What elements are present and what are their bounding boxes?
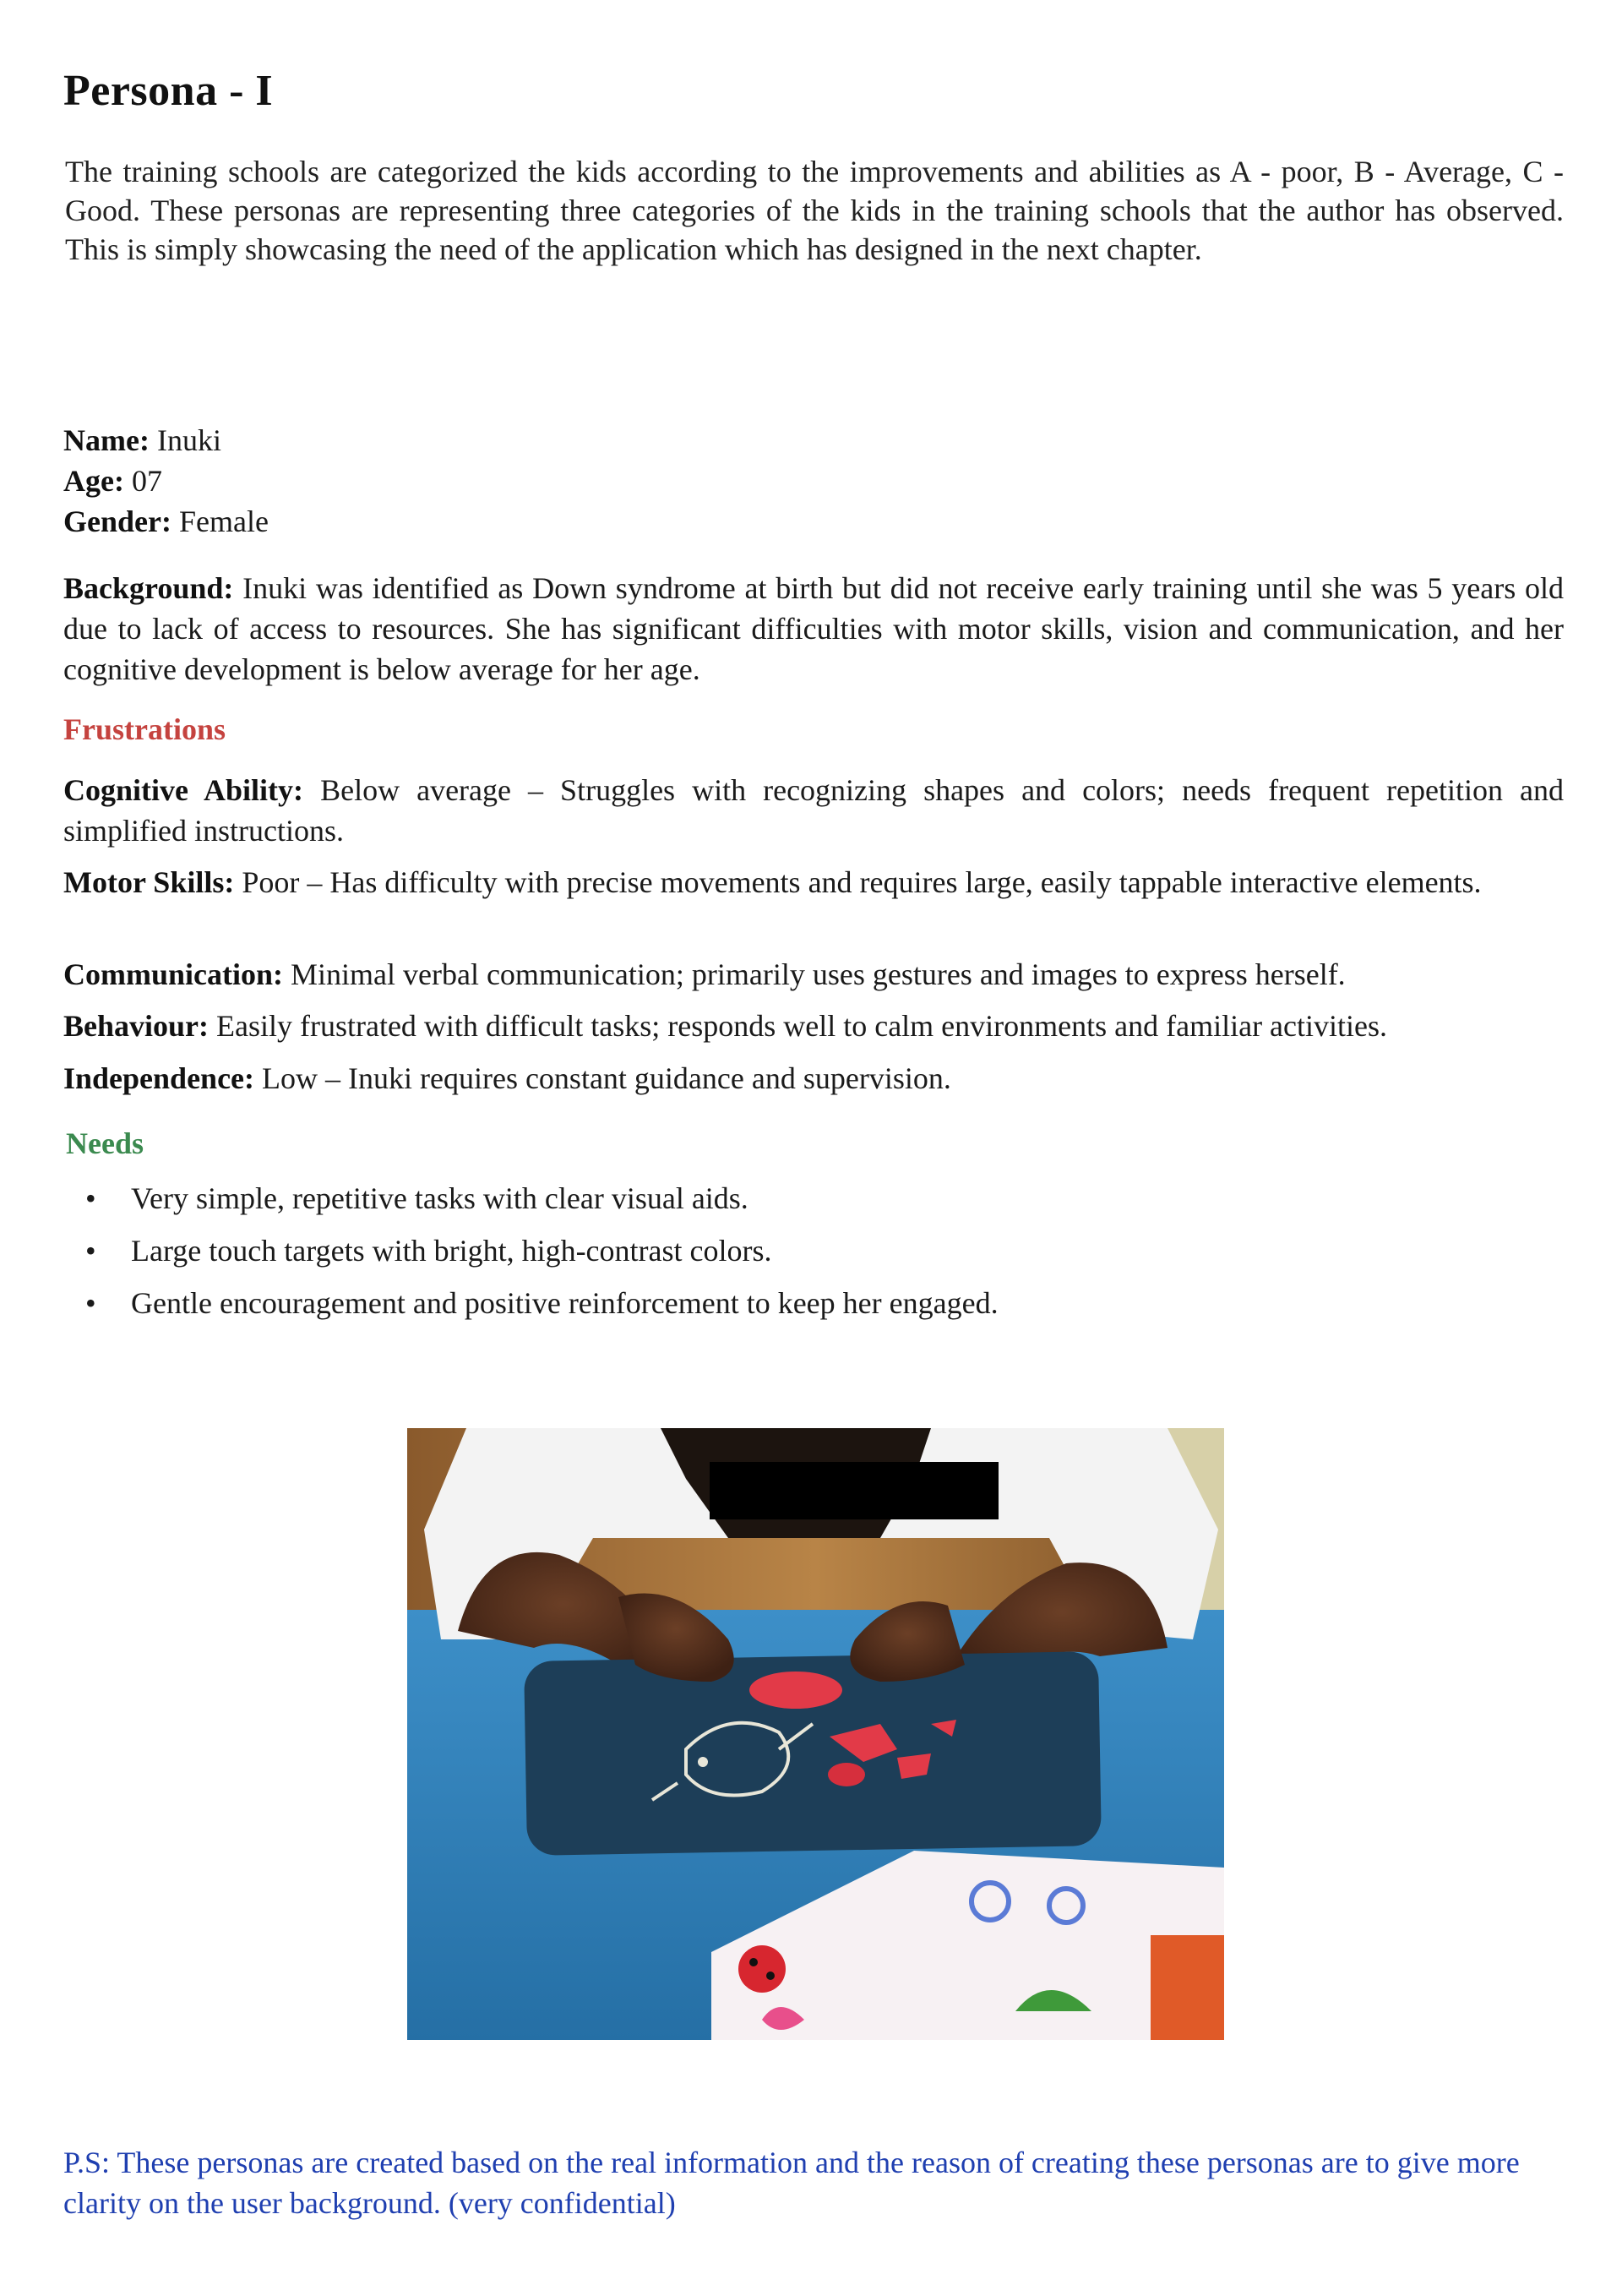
list-item: • Gentle encouragement and positive reinforcement to keep her engaged. xyxy=(84,1277,999,1329)
frustration-item xyxy=(63,770,1564,851)
name-row xyxy=(63,420,269,461)
board-doodle-dot xyxy=(698,1757,708,1767)
ladybug-sticker-spot xyxy=(766,1972,775,1980)
intro-paragraph: The training schools are categorized the kids according to the improvements and abilities as A - poor, B - Average, C - Good. These personas are representing three categories of the kids in the training schools that the author has observed. This is simply showcasing the need of the application which has designed in the next chapter. xyxy=(65,155,1564,266)
persona-photo xyxy=(407,1428,1224,2040)
name-label: Name: xyxy=(63,423,150,457)
age-label: Age: xyxy=(63,464,124,498)
frustrations-heading: Frustrations xyxy=(63,712,226,746)
background-paragraph xyxy=(63,568,1564,690)
frustration-text: Minimal verbal communication; primarily uses gestures and images to express herself. xyxy=(291,957,1346,991)
frustration-label: Behaviour: xyxy=(63,1009,210,1043)
ladybug-sticker-spot xyxy=(749,1958,758,1966)
toy-box xyxy=(1151,1935,1224,2040)
frustration-item xyxy=(63,954,1564,995)
background-label: Background: xyxy=(63,571,234,605)
clay-piece xyxy=(828,1763,865,1786)
frustration-item xyxy=(63,1006,1564,1046)
frustration-item xyxy=(63,1058,1564,1099)
confidential-footnote: P.S: These personas are created based on the real information and the reason of creating these personas are to give more clarity on the user background. (very confidential) xyxy=(63,2146,1520,2220)
age-row xyxy=(63,461,269,501)
gender-value: Female xyxy=(178,504,269,538)
frustration-label: Independence: xyxy=(63,1061,255,1095)
photo-illustration xyxy=(407,1428,1224,2040)
profile-fields xyxy=(63,420,269,542)
clay-blob xyxy=(749,1672,842,1709)
redaction-bar xyxy=(710,1462,999,1519)
frustration-text: Low – Inuki requires constant guidance and supervision. xyxy=(262,1061,951,1095)
background-text: Inuki was identified as Down syndrome at birth but did not receive early training until she was 5 years old due to lack of access to resources. She has significant difficulties with motor skills, vision and communication, and her cognitive development is below average for her age. xyxy=(63,571,1564,686)
age-value: 07 xyxy=(131,464,162,498)
list-item: • Large touch targets with bright, high-contrast colors. xyxy=(84,1224,999,1277)
gender-row xyxy=(63,501,269,542)
frustration-text: Easily frustrated with difficult tasks; responds well to calm environments and familiar activities. xyxy=(216,1009,1388,1043)
needs-heading: Needs xyxy=(66,1126,144,1160)
frustration-item xyxy=(63,862,1564,903)
frustration-label: Cognitive Ability: xyxy=(63,773,304,807)
frustration-text: Poor – Has difficulty with precise movements and requires large, easily tappable interactive elements. xyxy=(242,865,1482,899)
frustration-label: Motor Skills: xyxy=(63,865,235,899)
list-item: • Very simple, repetitive tasks with clear visual aids. xyxy=(84,1172,999,1224)
name-value: Inuki xyxy=(156,423,221,457)
frustration-text: Below average – Struggles with recognizing shapes and colors; needs frequent repetition and simplified instructions. xyxy=(63,773,1565,848)
needs-list xyxy=(84,1172,999,1329)
page-title: Persona - I xyxy=(63,67,274,115)
frustration-label: Communication: xyxy=(63,957,283,991)
ladybug-sticker xyxy=(738,1945,786,1993)
gender-label: Gender: xyxy=(63,504,171,538)
